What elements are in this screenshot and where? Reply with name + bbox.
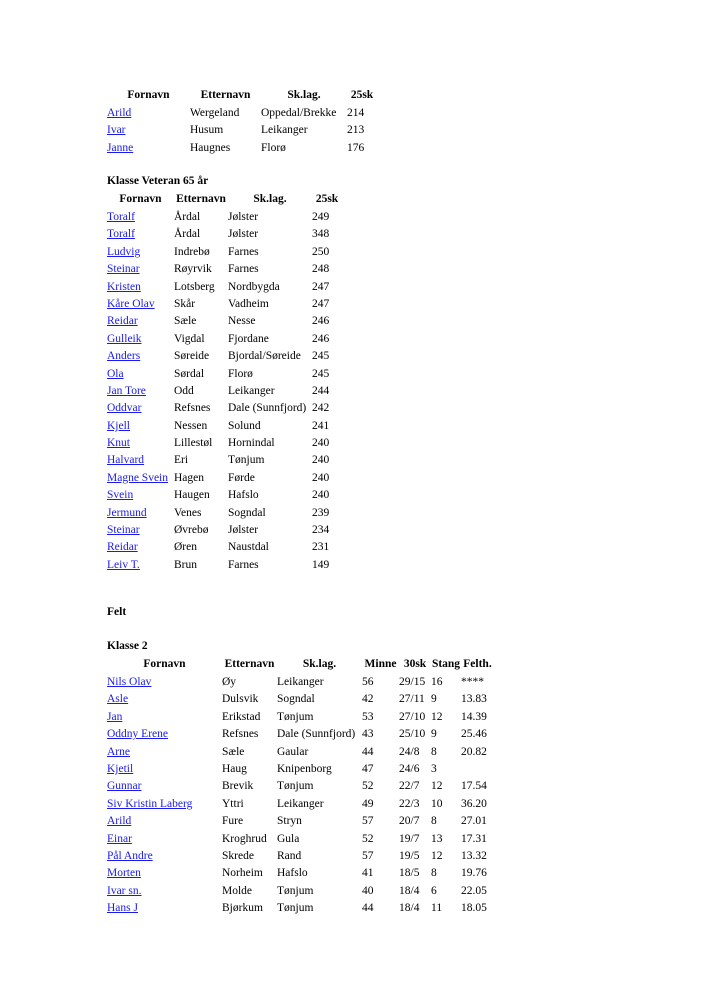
column-header-last-name: Etternavn [176,193,226,205]
minne-cell: 52 [362,832,374,845]
last-name-cell: Indrebø [174,245,210,258]
first-name-cell[interactable] [107,780,222,797]
first-name-cell[interactable] [107,420,174,437]
table-row [107,489,342,506]
club-cell: Jølster [228,228,259,241]
stang-cell: 3 [431,762,437,775]
last-name-cell: Fure [222,815,244,828]
felth-cell: 17.31 [461,832,487,845]
felth-cell [461,763,494,780]
column-header-club: Sk.lag. [253,193,287,205]
table-row [107,211,342,228]
first-name-cell[interactable] [107,728,222,745]
first-name-link[interactable]: Ivar sn. [107,884,142,897]
club-cell: Fjordane [228,332,269,345]
minne-cell: 40 [362,884,374,897]
score-30sk-cell: 24/6 [399,762,420,775]
club-cell: Tønjum [228,454,265,467]
score-30sk-cell: 19/7 [399,832,420,845]
first-name-link[interactable]: Steinar [107,263,140,276]
felth-cell: 14.39 [461,710,487,723]
section-title-klasse2: Klasse 2 [107,640,148,652]
last-name-cell: Røyrvik [174,263,212,276]
score-25sk-cell: 231 [312,541,330,554]
last-name-cell: Øren [174,541,197,554]
felth-cell: 25.46 [461,728,487,741]
club-cell: Nordbygda [228,280,280,293]
first-name-cell[interactable] [107,746,222,763]
felth-cell: 17.54 [461,780,487,793]
first-name-link[interactable]: Leiv T. [107,558,140,571]
last-name-cell: Skår [174,297,196,310]
score-30sk-cell: 18/5 [399,867,420,880]
last-name-cell: Sørdal [174,367,205,380]
first-name-cell[interactable] [107,798,222,815]
last-name-cell: Yttri [222,797,244,810]
last-name-cell: Haugen [174,489,210,502]
first-name-cell[interactable] [107,524,174,541]
column-header-last-name: Etternavn [200,89,251,101]
first-name-link[interactable]: Jan Tore [107,384,146,397]
first-name-link[interactable]: Gunnar [107,780,142,793]
minne-cell: 57 [362,849,374,862]
club-cell: Leikanger [277,676,324,688]
last-name-cell: Wergeland [190,107,240,119]
stang-cell: 12 [431,710,443,723]
first-name-cell[interactable] [107,902,222,919]
first-name-link[interactable]: Halvard [107,454,145,467]
last-name-cell: Haug [222,762,247,775]
minne-cell: 44 [362,902,374,915]
first-name-link[interactable]: Asle [107,693,129,706]
first-name-cell[interactable] [107,385,174,402]
score-25sk-cell: 239 [312,506,330,519]
table-row [107,142,377,159]
first-name-link[interactable]: Oddny Erene [107,728,168,741]
last-name-cell: Skrede [222,849,254,862]
first-name-cell[interactable] [107,763,222,780]
score-25sk-cell: 242 [312,402,330,415]
last-name-cell: Lillestøl [174,437,213,450]
results-table-klasse2 [107,658,494,919]
table-row [107,507,342,524]
last-name-cell: Nessen [174,419,208,432]
first-name-cell[interactable] [107,693,222,710]
last-name-cell: Sæle [222,745,245,758]
club-cell: Gula [277,832,300,845]
table-row [107,281,342,298]
first-name-link[interactable]: Kjell [107,419,130,432]
results-table-top [107,89,377,159]
table-row [107,559,342,576]
club-cell: Stryn [277,815,302,828]
score-25sk-cell: 240 [312,489,330,502]
table-row [107,315,342,332]
felth-cell: 19.76 [461,867,487,880]
stang-cell: 12 [431,849,443,862]
first-name-cell[interactable] [107,107,190,124]
first-name-cell[interactable] [107,489,174,506]
score-25sk-cell: 213 [347,124,365,137]
last-name-cell: Årdal [174,228,201,241]
first-name-cell[interactable] [107,368,174,385]
first-name-cell[interactable] [107,228,174,245]
score-25sk-cell: 248 [312,263,330,276]
first-name-cell[interactable] [107,885,222,902]
felth-cell: 18.05 [461,902,487,915]
table-row [107,541,342,558]
club-cell: Gaular [277,745,309,758]
table-row [107,850,494,867]
first-name-cell[interactable] [107,298,174,315]
last-name-cell: Bjørkum [222,902,263,915]
first-name-link[interactable]: Svein [107,489,134,502]
column-header-club: Sk.lag. [287,89,321,101]
column-header-score-25sk: 25sk [315,193,339,205]
table-row [107,780,494,797]
club-cell: Sogndal [277,693,315,706]
club-cell: Hafslo [228,489,259,502]
minne-cell: 52 [362,780,374,793]
felth-cell: 22.05 [461,884,487,897]
last-name-cell: Norheim [222,867,263,880]
column-header-score-25sk: 25sk [350,89,374,101]
minne-cell: 57 [362,815,374,828]
table-row [107,454,342,471]
minne-cell: 56 [362,676,374,688]
first-name-cell[interactable] [107,541,174,558]
results-table-veteran65 [107,193,342,576]
minne-cell: 53 [362,710,374,723]
last-name-cell: Erikstad [222,710,261,723]
first-name-cell[interactable] [107,815,222,832]
first-name-link[interactable]: Kristen [107,280,141,293]
score-25sk-cell: 249 [312,211,330,223]
first-name-link[interactable]: Knut [107,437,130,450]
club-cell: Tønjum [277,780,314,793]
last-name-cell: Øy [222,676,237,688]
table-row [107,368,342,385]
table-row [107,746,494,763]
table-row [107,350,342,367]
score-30sk-cell: 19/5 [399,849,420,862]
score-30sk-cell: 25/10 [399,728,426,741]
last-name-cell: Øvrebø [174,524,209,537]
first-name-cell[interactable] [107,211,174,228]
club-cell: Dale (Sunnfjord) [277,728,356,741]
score-30sk-cell: 27/11 [399,693,425,706]
table-row [107,263,342,280]
last-name-cell: Husum [190,124,224,137]
first-name-link[interactable]: Jan [107,710,123,723]
last-name-cell: Årdal [174,211,201,223]
felth-cell: 27.01 [461,815,487,828]
club-cell: Florø [261,141,286,154]
table-header-row [107,89,377,107]
stang-cell: 6 [431,884,437,897]
club-cell: Hornindal [228,437,275,450]
first-name-cell[interactable] [107,142,190,159]
first-name-cell[interactable] [107,867,222,884]
last-name-cell: Odd [174,384,194,397]
stang-cell: 13 [431,832,443,845]
column-header-first-name: Fornavn [119,193,162,205]
club-cell: Farnes [228,263,259,276]
table-row [107,798,494,815]
last-name-cell: Venes [174,506,202,519]
section-title-veteran65: Klasse Veteran 65 år [107,175,209,187]
table-row [107,885,494,902]
table-row [107,833,494,850]
club-cell: Farnes [228,245,259,258]
score-25sk-cell: 247 [312,297,330,310]
table-row [107,298,342,315]
club-cell: Sogndal [228,506,266,519]
score-25sk-cell: 240 [312,471,330,484]
last-name-cell: Lotsberg [174,280,215,293]
score-25sk-cell: 241 [312,419,330,432]
club-cell: Leikanger [261,124,308,137]
score-25sk-cell: 214 [347,107,365,119]
score-30sk-cell: 22/3 [399,797,420,810]
score-30sk-cell: 22/7 [399,780,420,793]
score-25sk-cell: 234 [312,524,330,537]
club-cell: Jølster [228,211,259,223]
first-name-link[interactable]: Arne [107,745,130,758]
first-name-link[interactable]: Ola [107,367,124,380]
first-name-link[interactable]: Jermund [107,506,147,519]
score-25sk-cell: 247 [312,280,330,293]
last-name-cell: Brevik [222,780,254,793]
table-row [107,728,494,745]
first-name-link[interactable]: Steinar [107,524,140,537]
score-30sk-cell: 20/7 [399,815,420,828]
stang-cell: 16 [431,676,443,688]
score-30sk-cell: 18/4 [399,884,420,897]
score-25sk-cell: 176 [347,141,365,154]
stang-cell: 8 [431,815,437,828]
table-row [107,246,342,263]
score-25sk-cell: 245 [312,367,330,380]
stang-cell: 8 [431,867,437,880]
score-30sk-cell: 24/8 [399,745,420,758]
club-cell: Tønjum [277,710,314,723]
table-row [107,676,494,693]
column-header-last-name: Etternavn [224,658,275,670]
club-cell: Førde [228,471,255,484]
last-name-cell: Sæle [174,315,197,328]
score-25sk-cell: 250 [312,245,330,258]
first-name-link[interactable]: Reidar [107,315,138,328]
stang-cell: 9 [431,728,437,741]
table-row [107,402,342,419]
felth-cell: **** [461,676,484,688]
table-row [107,693,494,710]
stang-cell: 8 [431,745,437,758]
score-30sk-cell: 18/4 [399,902,420,915]
stang-cell: 12 [431,780,443,793]
club-cell: Vadheim [228,297,269,310]
last-name-cell: Refsnes [222,728,259,741]
first-name-cell[interactable] [107,833,222,850]
last-name-cell: Kroghrud [222,832,267,845]
table-row [107,867,494,884]
column-header-minne: Minne [364,658,397,670]
column-header-felth: Felth. [463,658,492,670]
last-name-cell: Refsnes [174,402,211,415]
first-name-link[interactable]: Nils Olav [107,676,152,688]
column-header-stang: Stang [431,658,461,670]
score-25sk-cell: 245 [312,350,330,363]
club-cell: Jølster [228,524,259,537]
table-row [107,333,342,350]
first-name-cell[interactable] [107,124,190,141]
table-row [107,902,494,919]
club-cell: Florø [228,367,253,380]
last-name-cell: Søreide [174,350,210,363]
first-name-cell[interactable] [107,472,174,489]
club-cell: Farnes [228,558,259,571]
first-name-link[interactable]: Toralf [107,228,135,241]
first-name-link[interactable]: Toralf [107,211,135,223]
first-name-cell[interactable] [107,850,222,867]
first-name-link[interactable]: Anders [107,350,141,363]
minne-cell: 44 [362,745,374,758]
score-25sk-cell: 348 [312,228,330,241]
table-row [107,124,377,141]
first-name-link[interactable]: Siv Kristin Laberg [107,797,193,810]
table-row [107,437,342,454]
score-25sk-cell: 149 [312,558,330,571]
club-cell: Solund [228,419,261,432]
felth-cell: 20.82 [461,745,487,758]
first-name-link[interactable]: Janne [107,141,134,154]
stang-cell: 9 [431,693,437,706]
table-row [107,711,494,728]
minne-cell: 41 [362,867,374,880]
first-name-cell[interactable] [107,454,174,471]
first-name-link[interactable]: Kjetil [107,762,134,775]
first-name-link[interactable]: Pål Andre [107,849,153,862]
felth-cell: 36.20 [461,797,487,810]
first-name-link[interactable]: Morten [107,867,141,880]
first-name-cell[interactable] [107,281,174,298]
felth-cell: 13.83 [461,693,487,706]
felt-heading: Felt [107,606,127,618]
first-name-cell[interactable] [107,246,174,263]
first-name-link[interactable]: Hans J [107,902,138,915]
club-cell: Leikanger [277,797,324,810]
first-name-cell[interactable] [107,350,174,367]
first-name-link[interactable]: Gulleik [107,332,142,345]
table-row [107,385,342,402]
first-name-cell[interactable] [107,333,174,350]
first-name-cell[interactable] [107,315,174,332]
first-name-link[interactable]: Ivar [107,124,126,137]
club-cell: Tønjum [277,902,314,915]
table-row [107,107,377,124]
table-row [107,472,342,489]
first-name-link[interactable]: Kåre Olav [107,297,155,310]
table-row [107,524,342,541]
club-cell: Naustdal [228,541,269,554]
club-cell: Dale (Sunnfjord) [228,402,307,415]
club-cell: Hafslo [277,867,308,880]
club-cell: Oppedal/Brekke [261,107,337,119]
score-30sk-cell: 27/10 [399,710,426,723]
score-25sk-cell: 240 [312,437,330,450]
felth-cell: 13.32 [461,849,487,862]
table-row [107,228,342,245]
first-name-link[interactable]: Einar [107,832,132,845]
first-name-link[interactable]: Reidar [107,541,138,554]
club-cell: Tønjum [277,884,314,897]
minne-cell: 47 [362,762,374,775]
club-cell: Nesse [228,315,256,328]
column-header-club: Sk.lag. [302,658,337,670]
stang-cell: 11 [431,902,443,915]
score-25sk-cell: 240 [312,454,330,467]
first-name-cell[interactable] [107,437,174,454]
first-name-link[interactable]: Arild [107,815,132,828]
last-name-cell: Haugnes [190,141,231,154]
table-row [107,763,494,780]
first-name-cell[interactable] [107,676,222,693]
last-name-cell: Dulsvik [222,693,259,706]
last-name-cell: Eri [174,454,189,467]
table-row [107,815,494,832]
first-name-cell[interactable] [107,507,174,524]
score-25sk-cell: 244 [312,384,330,397]
minne-cell: 49 [362,797,374,810]
club-cell: Leikanger [228,384,275,397]
stang-cell: 10 [431,797,443,810]
first-name-link[interactable]: Oddvar [107,402,142,415]
first-name-cell[interactable] [107,711,222,728]
score-25sk-cell: 246 [312,315,330,328]
column-header-first-name: Fornavn [127,89,170,101]
column-header-score-30sk: 30sk [403,658,427,670]
club-cell: Bjordal/Søreide [228,350,301,363]
club-cell: Rand [277,849,302,862]
club-cell: Knipenborg [277,762,332,775]
table-row [107,420,342,437]
last-name-cell: Hagen [174,471,205,484]
minne-cell: 43 [362,728,374,741]
score-30sk-cell: 29/15 [399,676,426,688]
minne-cell: 42 [362,693,374,706]
first-name-cell[interactable] [107,263,174,280]
first-name-cell[interactable] [107,402,174,419]
last-name-cell: Molde [222,884,253,897]
table-header-row [107,193,342,211]
last-name-cell: Vigdal [174,332,205,345]
first-name-link[interactable]: Ludvig [107,245,141,258]
score-25sk-cell: 246 [312,332,330,345]
first-name-link[interactable]: Arild [107,107,132,119]
last-name-cell: Brun [174,558,197,571]
column-header-first-name: Fornavn [143,658,186,670]
first-name-link[interactable]: Magne Svein [107,471,169,484]
first-name-cell[interactable] [107,559,174,576]
table-header-row [107,658,494,676]
